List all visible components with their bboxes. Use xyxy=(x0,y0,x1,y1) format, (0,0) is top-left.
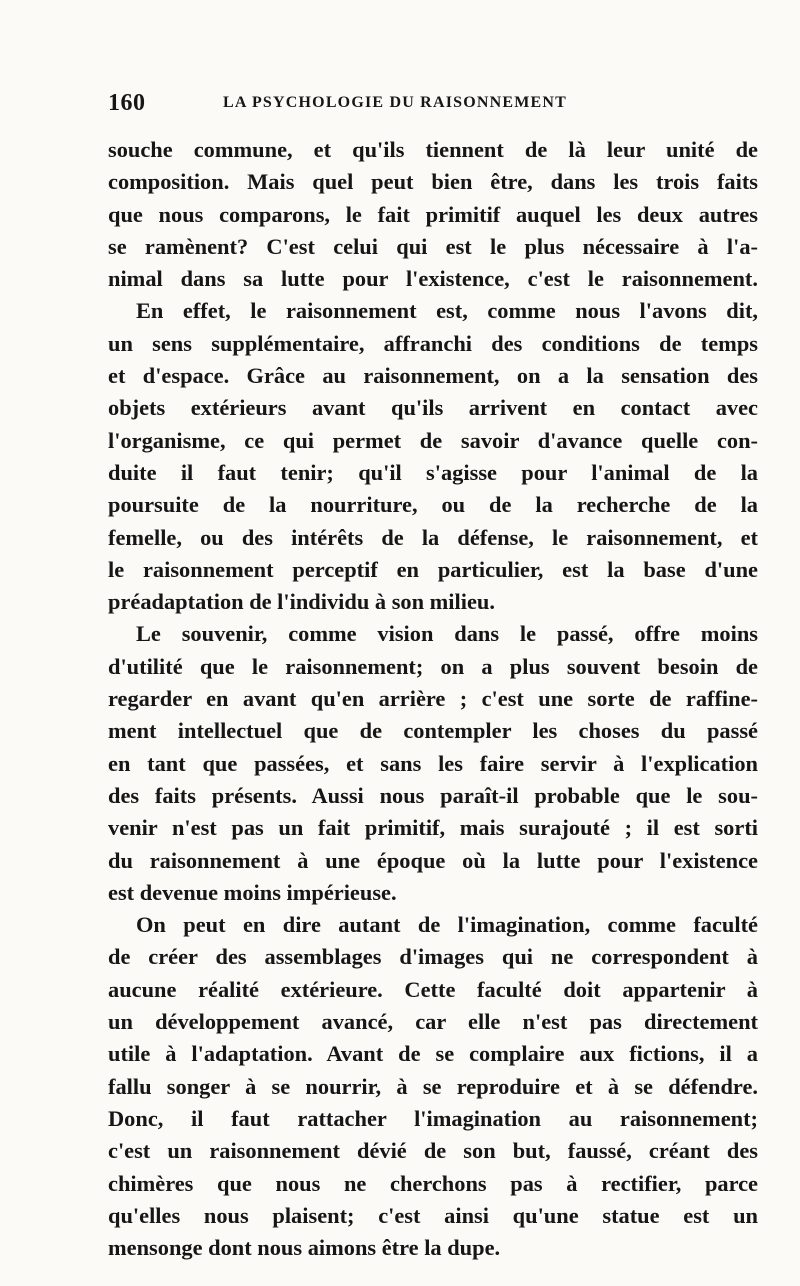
running-title: LA PSYCHOLOGIE DU RAISONNEMENT xyxy=(223,94,568,111)
text-line: qu'elles nous plaisent; c'est ainsi qu'une statue est un xyxy=(108,1202,758,1228)
text-line: poursuite de la nourriture, ou de la recherche de la xyxy=(108,492,758,518)
text-line: fallu songer à se nourrir, à se reproduire et à se défendre. xyxy=(108,1073,758,1099)
text-line: aucune réalité extérieure. Cette faculté doit appartenir à xyxy=(108,976,758,1002)
text-line: En effet, le raisonnement est, comme nous l'avons dit, xyxy=(136,298,758,324)
page-number: 160 xyxy=(108,90,146,116)
text-line: regarder en avant qu'en arrière ; c'est une sorte de raffine- xyxy=(108,686,758,712)
text-line: de créer des assemblages d'images qui ne correspondent à xyxy=(108,944,758,970)
text-line: Donc, il faut rattacher l'imagination au raisonnement; xyxy=(108,1105,758,1131)
text-line: des faits présents. Aussi nous paraît-il probable que le sou- xyxy=(108,782,758,808)
text-line: se ramènent? C'est celui qui est le plus nécessaire à l'a- xyxy=(108,233,758,259)
text-line: est devenue moins impérieuse. xyxy=(108,879,397,905)
text-line: On peut en dire autant de l'imagination, comme faculté xyxy=(136,912,758,938)
text-line: et d'espace. Grâce au raisonnement, on a la sensation des xyxy=(108,363,758,389)
text-line: d'utilité que le raisonnement; on a plus souvent besoin de xyxy=(108,653,758,679)
text-line: un sens supplémentaire, affranchi des conditions de temps xyxy=(108,330,758,356)
body-text xyxy=(108,134,758,1264)
text-line: préadaptation de l'individu à son milieu. xyxy=(108,589,495,615)
text-line: Le souvenir, comme vision dans le passé, offre moins xyxy=(136,621,758,647)
text-line: en tant que passées, et sans les faire servir à l'explication xyxy=(108,750,758,776)
text-line: le raisonnement perceptif en particulier, est la base d'une xyxy=(108,556,758,582)
text-line: objets extérieurs avant qu'ils arrivent en contact avec xyxy=(108,395,758,421)
text-line: duite il faut tenir; qu'il s'agisse pour l'animal de la xyxy=(108,459,758,485)
text-line: femelle, ou des intérêts de la défense, le raisonnement, et xyxy=(108,524,758,550)
text-line: composition. Mais quel peut bien être, dans les trois faits xyxy=(108,169,758,195)
running-head xyxy=(108,90,758,120)
text-line: du raisonnement à une époque où la lutte pour l'existence xyxy=(108,847,758,873)
text-line: l'organisme, ce qui permet de savoir d'avance quelle con- xyxy=(108,427,758,453)
text-line: que nous comparons, le fait primitif auquel les deux autres xyxy=(108,201,758,227)
text-line: nimal dans sa lutte pour l'existence, c'est le raisonnement. xyxy=(108,266,758,292)
text-line: c'est un raisonnement dévié de son but, faussé, créant des xyxy=(108,1138,758,1164)
text-line: utile à l'adaptation. Avant de se complaire aux fictions, il a xyxy=(108,1041,758,1067)
text-line: mensonge dont nous aimons être la dupe. xyxy=(108,1235,501,1261)
text-line: venir n'est pas un fait primitif, mais surajouté ; il est sorti xyxy=(108,815,758,841)
text-line: souche commune, et qu'ils tiennent de là leur unité de xyxy=(108,137,758,162)
text-line: ment intellectuel que de contempler les choses du passé xyxy=(108,718,758,744)
text-line: un développement avancé, car elle n'est pas directement xyxy=(108,1009,758,1035)
text-line: chimères que nous ne cherchons pas à rectifier, parce xyxy=(108,1170,758,1196)
